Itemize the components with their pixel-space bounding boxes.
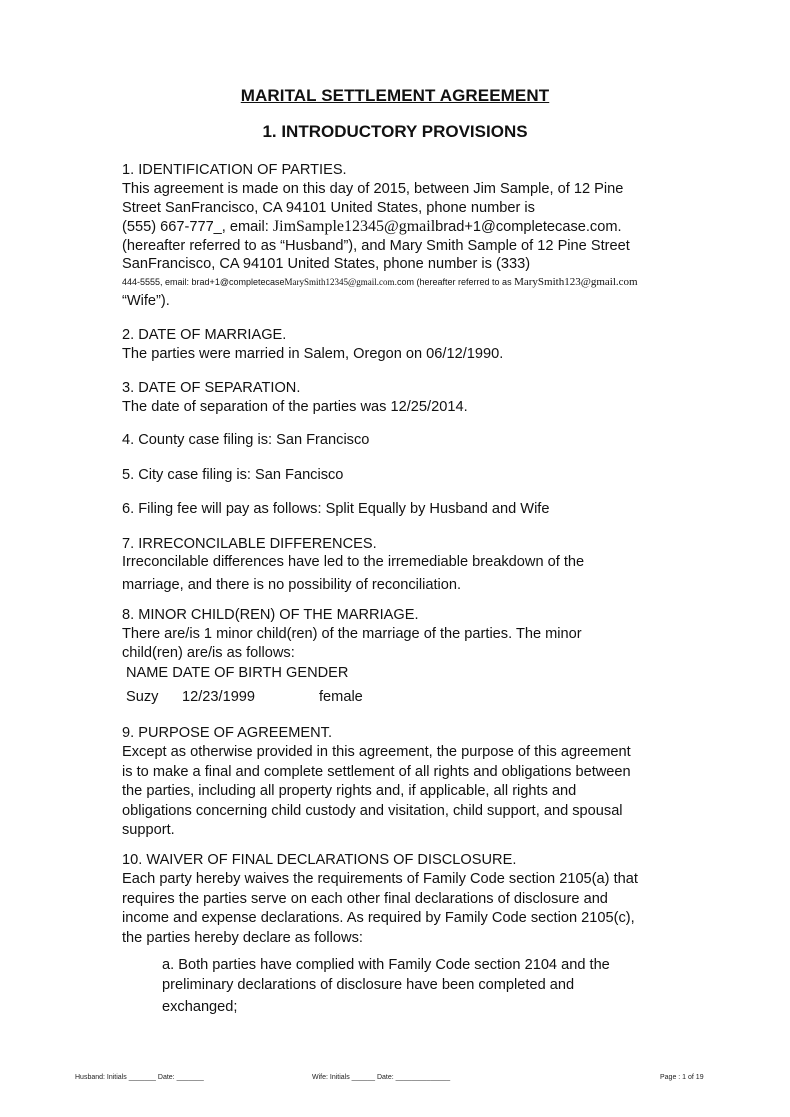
- s1-line-3a: (555) 667-777_, email:: [122, 219, 273, 235]
- s9-heading: 9. PURPOSE OF AGREEMENT.: [122, 725, 333, 741]
- s10-item-a-line-1: a. Both parties have complied with Family Code section 2104 and the: [162, 957, 610, 973]
- s8-line-1: There are/is 1 minor child(ren) of the marriage of the parties. The minor: [122, 626, 582, 642]
- document-title: MARITAL SETTLEMENT AGREEMENT: [240, 86, 550, 105]
- s9-line-3: the parties, including all property rights and, if applicable, all rights and: [122, 783, 577, 799]
- s8-line-2: child(ren) are/is as follows:: [122, 645, 295, 661]
- s1-line-6: [122, 272, 638, 291]
- wife-email-alt: MarySmith123@gmail.com: [514, 276, 638, 288]
- s1-line-4: (hereafter referred to as “Husband”), and Mary Smith Sample of 12 Pine Street: [122, 238, 630, 254]
- s1-line-3: [122, 218, 622, 236]
- s1-line-6a: 444-5555, email: brad+1@completecase: [122, 277, 285, 287]
- child-name: Suzy: [126, 689, 159, 705]
- s6-line: 6. Filing fee will pay as follows: Split Equally by Husband and Wife: [122, 501, 550, 517]
- husband-email: brad+1@completecase.com.: [435, 219, 622, 235]
- s5-line: 5. City case filing is: San Fancisco: [122, 467, 344, 483]
- s1-line-5: SanFrancisco, CA 94101 United States, phone number is (333): [122, 256, 531, 272]
- child-gender: female: [319, 689, 363, 705]
- s9-line-2: is to make a final and complete settlement of all rights and obligations between: [122, 764, 631, 780]
- s8-heading: 8. MINOR CHILD(REN) OF THE MARRIAGE.: [122, 607, 419, 623]
- s10-heading: 10. WAIVER OF FINAL DECLARATIONS OF DISCLOSURE.: [122, 852, 517, 868]
- child-dob: 12/23/1999: [182, 689, 256, 705]
- footer-wife-initials: Wife: Initials ______ Date: ______________: [312, 1074, 451, 1081]
- s7-line-1: Irreconcilable differences have led to the irremediable breakdown of the: [122, 554, 585, 570]
- s9-line-5: support.: [122, 822, 175, 838]
- s10-line-3: income and expense declarations. As required by Family Code section 2105(c),: [122, 910, 635, 926]
- s1-heading: 1. IDENTIFICATION OF PARTIES.: [122, 162, 347, 178]
- s1-line-7: “Wife”).: [122, 293, 170, 309]
- s9-line-1: Except as otherwise provided in this agreement, the purpose of this agreement: [122, 744, 631, 760]
- s10-item-a-line-3: exchanged;: [162, 999, 238, 1015]
- s1-line-6c: .com (hereafter referred to as: [394, 277, 515, 287]
- s10-line-4: the parties hereby declare as follows:: [122, 930, 363, 946]
- s1-line-1: This agreement is made on this day of 2015, between Jim Sample, of 12 Pine: [122, 181, 624, 197]
- s2-heading: 2. DATE OF MARRIAGE.: [122, 327, 287, 343]
- s2-line-1: The parties were married in Salem, Oregon on 06/12/1990.: [122, 346, 504, 362]
- s9-line-4: obligations concerning child custody and visitation, child support, and spousal: [122, 803, 623, 819]
- children-table-header: NAME DATE OF BIRTH GENDER: [126, 665, 349, 681]
- s10-line-1: Each party hereby waives the requirements of Family Code section 2105(a) that: [122, 871, 638, 887]
- s10-line-2: requires the parties serve on each other final declarations of disclosure and: [122, 891, 608, 907]
- s4-line: 4. County case filing is: San Francisco: [122, 432, 370, 448]
- s7-line-2: marriage, and there is no possibility of reconciliation.: [122, 577, 462, 593]
- footer-page-number: Page : 1 of 19: [660, 1074, 704, 1081]
- footer-husband-initials: Husband: Initials _______ Date: _______: [75, 1074, 204, 1081]
- s1-line-2: Street SanFrancisco, CA 94101 United States, phone number is: [122, 200, 535, 216]
- s3-heading: 3. DATE OF SEPARATION.: [122, 380, 301, 396]
- s3-line-1: The date of separation of the parties was 12/25/2014.: [122, 399, 468, 415]
- wife-email-serif: MarySmith12345@gmail.com: [284, 277, 395, 287]
- s7-heading: 7. IRRECONCILABLE DIFFERENCES.: [122, 536, 377, 552]
- s10-item-a-line-2: preliminary declarations of disclosure have been completed and: [162, 977, 575, 993]
- section-title: 1. INTRODUCTORY PROVISIONS: [262, 122, 528, 141]
- husband-email-serif: JimSample12345@gmail: [272, 218, 436, 235]
